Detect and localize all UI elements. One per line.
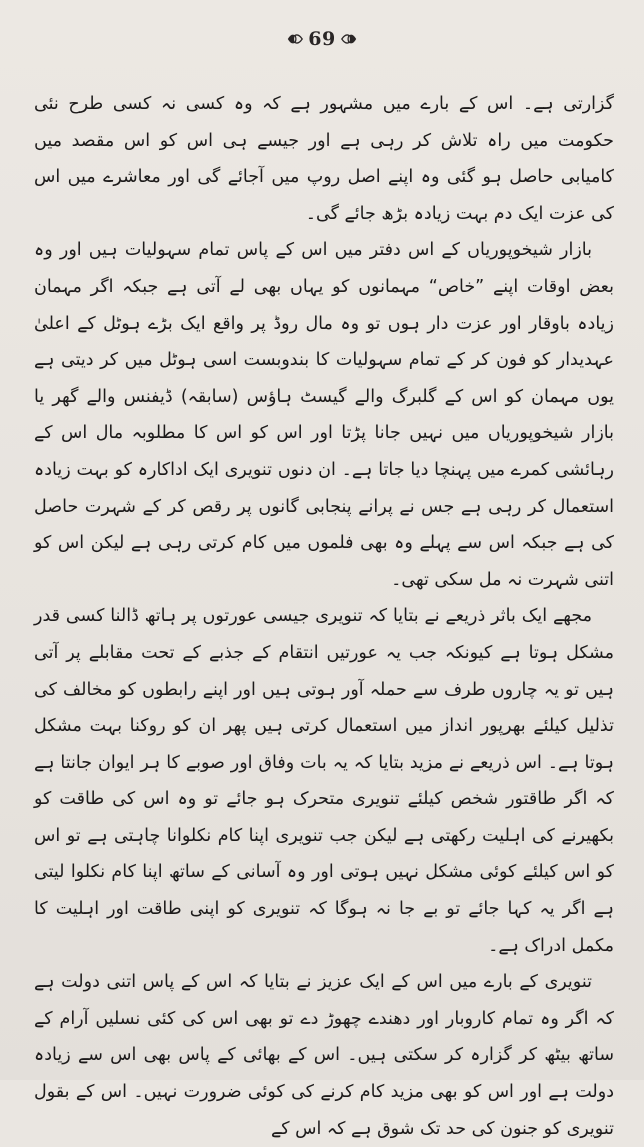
page-number-header <box>0 28 644 50</box>
paragraph: بازار شیخوپوریاں کے اس دفتر میں اس کے پاس تمام سہولیات ہیں اور وہ بعض اوقات اپنے ”خاص“ مہمانوں کو یہاں بھی لے آتی ہے جبکہ اگر مہمان زیادہ باوقار اور عزت دار ہوں تو وہ مال روڈ پر واقع ایک بڑے ہوٹل کے اعلیٰ عہدیدار کو فون کر کے تمام سہولیات کا بندوبست اسی ہوٹل میں کر دیتی ہے یوں مہمان کو اس کے گلبرگ والے گیسٹ ہاؤس (سابقہ) ڈیفنس والے گھر یا بازار شیخوپوریاں میں نہیں جانا پڑتا اور اس کو اس کا مطلوبہ مال اس کے رہائشی کمرے میں پہنچا دیا جاتا ہے۔ ان دنوں تنویری ایک اداکارہ کو بہت زیادہ استعمال کر رہی ہے جس نے پرانے پنجابی گانوں پر رقص کر کے شہرت حاصل کی ہے جبکہ اس سے پہلے وہ بھی فلموں میں کام کرتی رہی ہے لیکن اس کو اتنی شہرت نہ مل سکی تھی۔ <box>34 240 614 590</box>
paragraph: گزارتی ہے۔ اس کے بارے میں مشہور ہے کہ وہ کسی نہ کسی طرح نئی حکومت میں راہ تلاش کر رہی ہے اور جیسے ہی اس کو اس مقصد میں کامیابی حاصل ہو گئی وہ اپنے اصل روپ میں آجائے گی اور معاشرے میں اس کی عزت ایک دم بہت زیادہ بڑھ جائے گی۔ <box>34 94 614 224</box>
page-number: 69 <box>308 28 336 50</box>
paragraph: مجھے ایک باثر ذریعے نے بتایا کہ تنویری جیسی عورتوں پر ہاتھ ڈالنا کسی قدر مشکل ہوتا ہے کیونکہ جب یہ عورتیں انتقام کے جذبے کے تحت مقابلے پر آتی ہیں تو یہ چاروں طرف سے حملہ آور ہوتی ہیں اور اپنے رابطوں کو مخالف کی تذلیل کیلئے بھرپور انداز میں استعمال کرتی ہیں پھر ان کو روکنا بہت مشکل ہوتا ہے۔ اس ذریعے نے مزید بتایا کہ یہ بات وفاق اور صوبے کا ہر ایوان جانتا ہے کہ اگر طاقتور شخص کیلئے تنویری متحرک ہو جائے تو وہ اس کی طاقت کو بکھیرنے کی اہلیت رکھتی ہے لیکن جب تنویری اپنا کام نکلوانا چاہتی ہے تو اس کو اس کیلئے کوئی مشکل نہیں ہوتی اور وہ آسانی کے ساتھ اپنا کام نکلوا لیتی ہے اگر یہ کہا جائے تو بے جا نہ ہوگا کہ تنویری کو اپنی طاقت اور اہلیت کا مکمل ادراک ہے۔ <box>34 606 614 956</box>
right-ornament-icon <box>340 30 358 48</box>
body-text <box>34 86 614 1147</box>
left-ornament-icon <box>286 30 304 48</box>
paragraph: تنویری کے بارے میں اس کے ایک عزیز نے بتایا کہ اس کے پاس اتنی دولت ہے کہ اگر وہ تمام کاروبار اور دھندے چھوڑ دے تو بھی اس کی کئی نسلیں آرام کے ساتھ بیٹھ کر گزارہ کر سکتی ہیں۔ اس کے بھائی کے پاس بھی اس سے زیادہ دولت ہے اور اس کو بھی مزید کام کرنے کی کوئی ضرورت نہیں۔ اس کے بقول تنویری کو جنون کی حد تک شوق ہے کہ اس کے <box>34 972 614 1139</box>
